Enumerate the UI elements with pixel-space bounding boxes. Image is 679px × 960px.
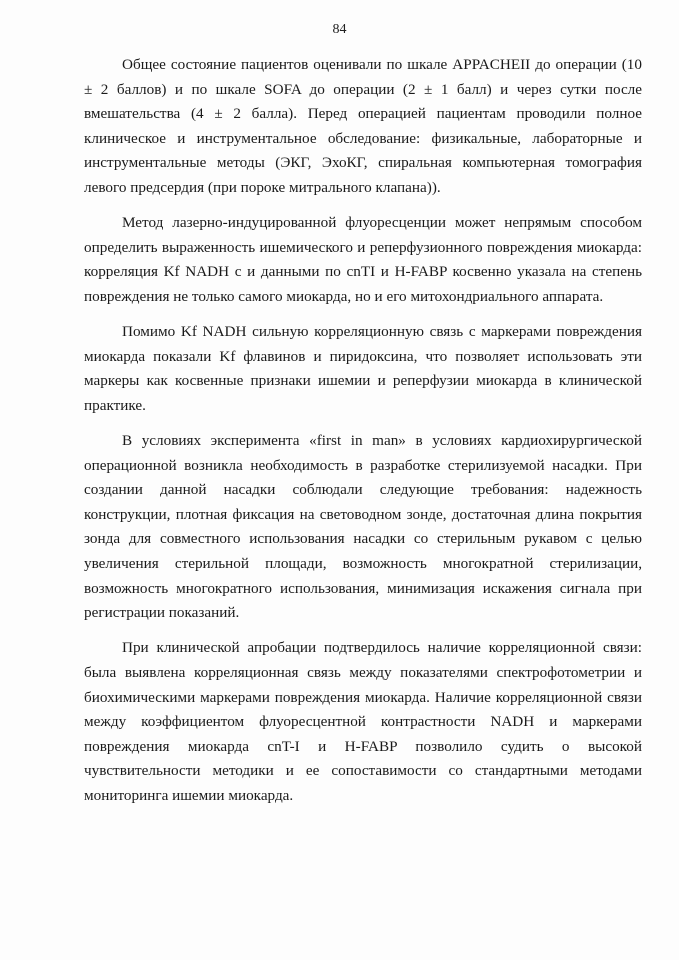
paragraph-4: В условиях эксперимента «first in man» в условиях кардиохирургической операционной возникла необходимость в разработке стерилизуемой насадки. При создании данной насадки соблюдали следующие требования: надежность конструкции, плотная фиксация на световодном зонде, достаточная длина покрытия зонда для совместного использования насадки со стерильным рукавом с целью увеличения стерильной площади, возможность многократной стерилизации, возможность многократного использования, минимизация искажения сигнала при регистрации показаний. — [84, 432, 642, 622]
page-number: 84 — [332, 22, 347, 37]
paragraph-3: Помимо Kf NADH сильную корреляционную связь с маркерами повреждения миокарда показали Kf флавинов и пиридоксина, что позволяет использовать эти маркеры как косвенные признаки ишемии и реперфузии миокарда в клинической практике. — [84, 323, 642, 414]
paragraph-5: При клинической апробации подтвердилось наличие корреляционной связи: была выявлена корреляционная связь между показателями спектрофотометрии и биохимическими маркерами повреждения миокарда. Наличие корреляционной связи между коэффициентом флуоресцентной контрастности NADH и маркерами повреждения миокарда cnT-I и H-FABP позволило судить о высокой чувствительности методики и ее сопоставимости со стандартными методами мониторинга ишемии миокарда. — [84, 639, 642, 804]
paragraph-1: Общее состояние пациентов оценивали по шкале APPACHEII до операции (10 ± 2 баллов) и по шкале SOFA до операции (2 ± 1 балл) и через сутки после вмешательства (4 ± 2 балла). Перед операцией пациентам проводили полное клиническое и инструментальное обследование: физикальные, лабораторные и инструментальные методы (ЭКГ, ЭхоКГ, спиральная компьютерная томография левого предсердия (при пороке митрального клапана)). — [84, 56, 642, 196]
paragraph-2: Метод лазерно-индуцированной флуоресценции может непрямым способом определить выраженность ишемического и реперфузионного повреждения миокарда: корреляция Kf NADH с и данными по cnTI и H-FABP косвенно указала на степень повреждения не только самого миокарда, но и его митохондриального аппарата. — [84, 214, 642, 305]
body-text — [84, 53, 642, 819]
